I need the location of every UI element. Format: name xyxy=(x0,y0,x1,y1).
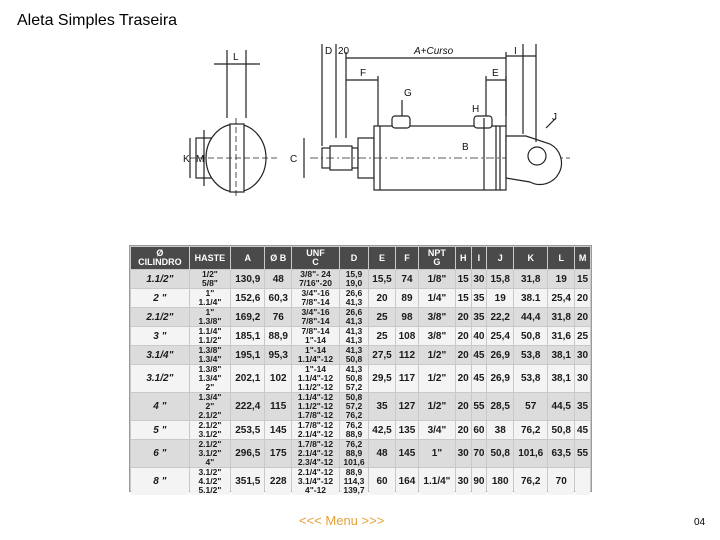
column-header-label: L xyxy=(558,252,564,263)
table-cell-e: 20 xyxy=(369,289,395,307)
table-cell-c xyxy=(292,365,339,392)
column-header xyxy=(548,247,574,269)
table-cell-d xyxy=(340,346,368,364)
table-cell-d xyxy=(340,468,368,495)
column-header xyxy=(292,247,339,269)
table-cell-f: 108 xyxy=(396,327,418,345)
column-header xyxy=(487,247,513,269)
table-row xyxy=(131,468,590,495)
dim-label-c: C xyxy=(290,154,298,165)
cell-line: 1" xyxy=(205,307,215,317)
table-cell-k: 76,2 xyxy=(514,421,547,439)
column-header-label: D xyxy=(350,252,358,263)
table-cell-k: 44,4 xyxy=(514,308,547,326)
column-header xyxy=(131,247,189,269)
dim-label-f: F xyxy=(360,68,367,79)
table-cell-f: 89 xyxy=(396,289,418,307)
cell-line: 1/2" xyxy=(201,269,218,279)
table-cell-d xyxy=(340,289,368,307)
table-cell-e: 25 xyxy=(369,308,395,326)
table-row xyxy=(131,327,590,345)
table-cell-f: 164 xyxy=(396,468,418,495)
cylinder-technical-drawing xyxy=(170,38,580,210)
table-cell-l: 44,5 xyxy=(548,393,574,420)
dim-label-k: K xyxy=(183,154,190,165)
cell-line: 88,9 xyxy=(345,467,363,477)
column-header-label: C xyxy=(312,257,319,267)
table-cell-i: 70 xyxy=(472,440,487,467)
table-cell-i: 35 xyxy=(472,289,487,307)
table-cell-h: 15 xyxy=(456,289,471,307)
table-row xyxy=(131,346,590,364)
cell-line: 1.1/2" xyxy=(198,335,222,345)
column-header xyxy=(472,247,487,269)
column-header-label: A xyxy=(244,252,251,263)
cell-line: 2.3/4"-12 xyxy=(297,457,334,467)
cell-line: 2.1/2" xyxy=(198,439,222,449)
table-cell-i: 35 xyxy=(472,308,487,326)
page-title: Aleta Simples Traseira xyxy=(17,12,178,29)
table-cell-l: 25,4 xyxy=(548,289,574,307)
table-cell-c xyxy=(292,468,339,495)
table-cell-m: 20 xyxy=(575,308,590,326)
table-cell-f: 117 xyxy=(396,365,418,392)
table-cell-k: 53,8 xyxy=(514,346,547,364)
dim-label-a-curso: A+Curso xyxy=(414,46,454,57)
table-cell-l: 31,8 xyxy=(548,308,574,326)
table-cell-h: 20 xyxy=(456,327,471,345)
table-cell-e: 48 xyxy=(369,440,395,467)
table-row xyxy=(131,421,590,439)
table-cell-m: 30 xyxy=(575,346,590,364)
cell-line: 7/8"-14 xyxy=(301,316,330,326)
table-cell-a: 195,1 xyxy=(231,346,264,364)
cell-line: 41,3 xyxy=(345,335,363,345)
column-header-label: G xyxy=(433,257,441,267)
table-cell-haste xyxy=(190,421,230,439)
table-row xyxy=(131,289,590,307)
table-cell-haste xyxy=(190,468,230,495)
table-cell-k: 50,8 xyxy=(514,327,547,345)
cell-line: 41,3 xyxy=(345,297,363,307)
table-cell-h: 15 xyxy=(456,270,471,288)
column-header-label: I xyxy=(477,252,481,263)
cell-line: 2" xyxy=(205,382,215,392)
column-header-label: J xyxy=(497,252,503,263)
cell-line: 50,8 xyxy=(345,373,363,383)
table-cell-c xyxy=(292,440,339,467)
table-cell-d xyxy=(340,270,368,288)
cell-line: 1.3/4" xyxy=(198,354,222,364)
cell-line: 1" xyxy=(205,288,215,298)
table-cell-j: 26,9 xyxy=(487,365,513,392)
table-cell-k: 53,8 xyxy=(514,365,547,392)
cell-line: 88,9 xyxy=(345,429,363,439)
cell-line: 2.1/4"-12 xyxy=(297,448,334,458)
table-row xyxy=(131,365,590,392)
table-cell-f: 112 xyxy=(396,346,418,364)
table-cell-cilindro: 3.1/4" xyxy=(131,346,189,364)
table-cell-g: 3/8" xyxy=(419,308,455,326)
cell-line: 2.1/2" xyxy=(198,420,222,430)
cell-line: 41,3 xyxy=(345,326,363,336)
table-cell-g: 1/4" xyxy=(419,289,455,307)
table-cell-m: 30 xyxy=(575,365,590,392)
table-cell-c xyxy=(292,308,339,326)
column-header-label: HASTE xyxy=(194,252,226,263)
cell-line: 3.1/2" xyxy=(198,448,222,458)
table-cell-j: 180 xyxy=(487,468,513,495)
table-cell-j: 50,8 xyxy=(487,440,513,467)
cell-line: 1"-14 xyxy=(304,364,327,374)
table-cell-d xyxy=(340,308,368,326)
table-cell-g: 1/2" xyxy=(419,346,455,364)
column-header xyxy=(231,247,264,269)
column-header xyxy=(265,247,291,269)
table-cell-b: 175 xyxy=(265,440,291,467)
table-cell-cilindro: 2 " xyxy=(131,289,189,307)
cell-line: 1.1/4"-12 xyxy=(297,373,334,383)
table-cell-d xyxy=(340,393,368,420)
table-cell-b: 102 xyxy=(265,365,291,392)
cell-line: 3/8"- 24 xyxy=(300,269,331,279)
table-cell-h: 20 xyxy=(456,365,471,392)
table-cell-i: 40 xyxy=(472,327,487,345)
table-cell-f: 135 xyxy=(396,421,418,439)
cell-line: 57,2 xyxy=(345,401,363,411)
column-header xyxy=(369,247,395,269)
table-row xyxy=(131,393,590,420)
cell-line: 3/4"-16 xyxy=(301,307,330,317)
cell-line: 2.1/4"-12 xyxy=(297,429,334,439)
table-cell-j: 22,2 xyxy=(487,308,513,326)
table-body xyxy=(131,270,590,495)
cell-line: 7/16"-20 xyxy=(299,278,332,288)
table-cell-k: 38.1 xyxy=(514,289,547,307)
cell-line: 139,7 xyxy=(343,485,365,495)
table-cell-k: 101,6 xyxy=(514,440,547,467)
table-cell-h: 20 xyxy=(456,421,471,439)
cell-line: 1"-14 xyxy=(304,345,327,355)
cell-line: 1.7/8"-12 xyxy=(297,420,334,430)
table-cell-b: 76 xyxy=(265,308,291,326)
table-cell-k: 31,8 xyxy=(514,270,547,288)
table-row xyxy=(131,308,590,326)
cell-line: 4" xyxy=(205,457,215,467)
table-cell-cilindro: 6 " xyxy=(131,440,189,467)
table-cell-b: 95,3 xyxy=(265,346,291,364)
table-cell-e: 35 xyxy=(369,393,395,420)
table-cell-e: 29,5 xyxy=(369,365,395,392)
table-cell-g: 1/2" xyxy=(419,365,455,392)
cell-line: 76,2 xyxy=(345,439,363,449)
table-cell-l: 50,8 xyxy=(548,421,574,439)
cell-line: 26,6 xyxy=(345,307,363,317)
table-cell-e: 60 xyxy=(369,468,395,495)
table-cell-g: 1" xyxy=(419,440,455,467)
table-cell-b: 48 xyxy=(265,270,291,288)
table-cell-m xyxy=(575,468,590,495)
table-cell-c xyxy=(292,346,339,364)
table-cell-j: 25,4 xyxy=(487,327,513,345)
table-cell-m: 55 xyxy=(575,440,590,467)
cell-line: 1.7/8"-12 xyxy=(297,410,334,420)
cell-line: 101,6 xyxy=(343,457,365,467)
table-cell-i: 60 xyxy=(472,421,487,439)
dim-label-b: B xyxy=(462,142,469,153)
dim-label-20: 20 xyxy=(338,46,350,57)
table-cell-h: 30 xyxy=(456,468,471,495)
cell-line: 1"-14 xyxy=(304,335,327,345)
table-cell-f: 74 xyxy=(396,270,418,288)
table-cell-g: 3/8" xyxy=(419,327,455,345)
table-cell-l: 38,1 xyxy=(548,365,574,392)
cell-line: 1.3/8" xyxy=(198,345,222,355)
cell-line: 4.1/2" xyxy=(198,476,222,486)
cell-line: 50,8 xyxy=(345,392,363,402)
column-header-label: K xyxy=(527,252,534,263)
table-cell-e: 42,5 xyxy=(369,421,395,439)
table-cell-a: 130,9 xyxy=(231,270,264,288)
table-cell-m: 35 xyxy=(575,393,590,420)
table-cell-g: 3/4" xyxy=(419,421,455,439)
table-cell-c xyxy=(292,289,339,307)
column-header xyxy=(514,247,547,269)
dim-label-i: I xyxy=(514,46,517,57)
column-header xyxy=(575,247,590,269)
dimensions-table xyxy=(130,246,591,496)
cell-line: 76,2 xyxy=(345,410,363,420)
table-cell-cilindro: 5 " xyxy=(131,421,189,439)
table-cell-i: 55 xyxy=(472,393,487,420)
cell-line: 7/8"-14 xyxy=(301,326,330,336)
table-cell-cilindro: 3.1/2" xyxy=(131,365,189,392)
table-cell-haste xyxy=(190,308,230,326)
column-header xyxy=(419,247,455,269)
table-cell-i: 45 xyxy=(472,365,487,392)
table-cell-d xyxy=(340,365,368,392)
table-cell-a: 253,5 xyxy=(231,421,264,439)
table-cell-e: 15,5 xyxy=(369,270,395,288)
cell-line: 19,0 xyxy=(345,278,363,288)
table-cell-d xyxy=(340,440,368,467)
table-cell-j: 38 xyxy=(487,421,513,439)
table-cell-a: 296,5 xyxy=(231,440,264,467)
table-cell-cilindro: 2.1/2" xyxy=(131,308,189,326)
table-cell-j: 15,8 xyxy=(487,270,513,288)
cell-line: 3.1/4"-12 xyxy=(297,476,334,486)
page-number: 04 xyxy=(694,517,706,528)
cell-line: 1.1/2"-12 xyxy=(297,401,334,411)
cell-line: 1.3/8" xyxy=(198,316,222,326)
menu-link[interactable]: <<< Menu >>> xyxy=(299,513,385,528)
table-cell-b: 145 xyxy=(265,421,291,439)
table-cell-k: 57 xyxy=(514,393,547,420)
table-cell-haste xyxy=(190,393,230,420)
table-cell-a: 202,1 xyxy=(231,365,264,392)
column-header-top: NPT xyxy=(427,248,446,258)
table-cell-i: 90 xyxy=(472,468,487,495)
table-cell-i: 30 xyxy=(472,270,487,288)
table-cell-b: 60,3 xyxy=(265,289,291,307)
table-cell-haste xyxy=(190,346,230,364)
table-cell-c xyxy=(292,327,339,345)
cell-line: 4"-12 xyxy=(304,485,327,495)
cell-line: 1.1/4"-12 xyxy=(297,392,334,402)
cell-line: 1.3/4" xyxy=(198,373,222,383)
column-header xyxy=(340,247,368,269)
table-cell-l: 31,6 xyxy=(548,327,574,345)
column-header-label: CILINDRO xyxy=(138,257,182,267)
table-cell-g: 1/8" xyxy=(419,270,455,288)
column-header-label: H xyxy=(459,252,467,263)
table-cell-a: 152,6 xyxy=(231,289,264,307)
table-cell-haste xyxy=(190,440,230,467)
table-cell-cilindro: 8 " xyxy=(131,468,189,495)
table-cell-cilindro: 3 " xyxy=(131,327,189,345)
dim-label-h: H xyxy=(472,104,480,115)
table-cell-g: 1/2" xyxy=(419,393,455,420)
table-cell-c xyxy=(292,393,339,420)
table-cell-k: 76,2 xyxy=(514,468,547,495)
cell-line: 3.1/2" xyxy=(198,429,222,439)
table-cell-f: 145 xyxy=(396,440,418,467)
cell-line: 88,9 xyxy=(345,448,363,458)
table-cell-a: 351,5 xyxy=(231,468,264,495)
cell-line: 114,3 xyxy=(343,476,365,486)
table-cell-j: 28,5 xyxy=(487,393,513,420)
table-cell-i: 45 xyxy=(472,346,487,364)
dim-label-g: G xyxy=(404,88,412,99)
cell-line: 41,3 xyxy=(345,345,363,355)
table-cell-a: 185,1 xyxy=(231,327,264,345)
table-row xyxy=(131,270,590,288)
table-cell-cilindro: 4 " xyxy=(131,393,189,420)
cell-line: 1.7/8"-12 xyxy=(297,439,334,449)
cell-line: 57,2 xyxy=(345,382,363,392)
column-header xyxy=(396,247,418,269)
dim-label-d: D xyxy=(325,46,333,57)
table-cell-m: 20 xyxy=(575,289,590,307)
cell-line: 3.1/2" xyxy=(198,467,222,477)
cell-line: 2" xyxy=(205,401,215,411)
cell-line: 5.1/2" xyxy=(198,485,222,495)
column-header-label: M xyxy=(578,252,587,263)
table-cell-j: 26,9 xyxy=(487,346,513,364)
cell-line: 1.1/2"-12 xyxy=(297,382,334,392)
cell-line: 15,9 xyxy=(345,269,363,279)
cell-line: 2.1/2" xyxy=(198,410,222,420)
table-cell-g: 1.1/4" xyxy=(419,468,455,495)
column-header xyxy=(190,247,230,269)
table-cell-l: 19 xyxy=(548,270,574,288)
cell-line: 1.3/8" xyxy=(198,364,222,374)
cell-line: 50,8 xyxy=(345,354,363,364)
table-cell-h: 30 xyxy=(456,440,471,467)
cell-line: 3/4"-16 xyxy=(301,288,330,298)
table-cell-m: 25 xyxy=(575,327,590,345)
cell-line: 5/8" xyxy=(201,278,218,288)
table-cell-h: 20 xyxy=(456,308,471,326)
dim-label-e: E xyxy=(492,68,499,79)
table-cell-j: 19 xyxy=(487,289,513,307)
table-row xyxy=(131,440,590,467)
table-cell-l: 38,1 xyxy=(548,346,574,364)
table-cell-h: 20 xyxy=(456,393,471,420)
column-header-top: Ø xyxy=(156,248,164,258)
cell-line: 76,2 xyxy=(345,420,363,430)
column-header-label: E xyxy=(378,252,385,263)
table-cell-cilindro: 1.1/2" xyxy=(131,270,189,288)
table-cell-b: 88,9 xyxy=(265,327,291,345)
table-cell-m: 45 xyxy=(575,421,590,439)
column-header-label: F xyxy=(404,252,410,263)
table-cell-a: 222,4 xyxy=(231,393,264,420)
table-cell-f: 98 xyxy=(396,308,418,326)
table-cell-f: 127 xyxy=(396,393,418,420)
table-cell-l: 63,5 xyxy=(548,440,574,467)
dimensions-table-container xyxy=(129,245,592,495)
table-cell-a: 169,2 xyxy=(231,308,264,326)
cell-line: 1.1/4" xyxy=(198,297,222,307)
table-cell-b: 115 xyxy=(265,393,291,420)
table-cell-haste xyxy=(190,327,230,345)
cell-line: 2.1/4"-12 xyxy=(297,467,334,477)
table-cell-c xyxy=(292,421,339,439)
column-header-top: UNF xyxy=(306,248,325,258)
dim-label-j: J xyxy=(552,112,557,123)
cell-line: 1.1/4" xyxy=(198,326,222,336)
table-cell-h: 20 xyxy=(456,346,471,364)
table-cell-e: 27,5 xyxy=(369,346,395,364)
table-cell-d xyxy=(340,421,368,439)
cell-line: 26,6 xyxy=(345,288,363,298)
table-cell-c xyxy=(292,270,339,288)
cell-line: 41,3 xyxy=(345,364,363,374)
cell-line: 41,3 xyxy=(345,316,363,326)
table-cell-l: 70 xyxy=(548,468,574,495)
column-header-label: Ø B xyxy=(270,252,287,263)
table-cell-m: 15 xyxy=(575,270,590,288)
dim-label-m: M xyxy=(196,154,205,165)
table-cell-haste xyxy=(190,365,230,392)
cell-line: 1.3/4" xyxy=(198,392,222,402)
dim-label-l: L xyxy=(233,52,239,63)
table-cell-e: 25 xyxy=(369,327,395,345)
table-cell-haste xyxy=(190,270,230,288)
cell-line: 7/8"-14 xyxy=(301,297,330,307)
table-cell-b: 228 xyxy=(265,468,291,495)
table-header-row xyxy=(131,247,590,269)
table-cell-d xyxy=(340,327,368,345)
table-cell-haste xyxy=(190,289,230,307)
column-header xyxy=(456,247,471,269)
cell-line: 1.1/4"-12 xyxy=(297,354,334,364)
